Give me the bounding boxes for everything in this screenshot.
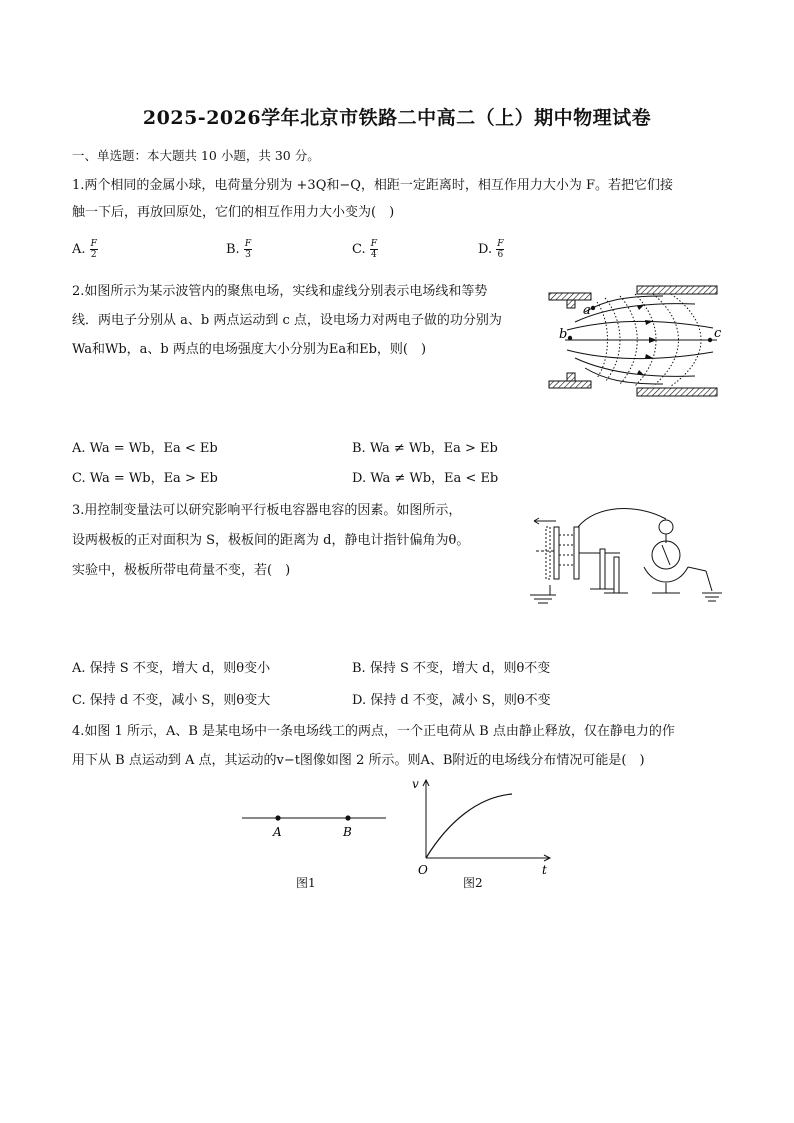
q1-option-a-fraction: $\frac{F}{2}$ <box>90 239 97 260</box>
q1-option-d-letter: D. <box>478 242 493 257</box>
vt-curve <box>426 794 512 858</box>
q1-option-b-letter: B. <box>226 242 240 257</box>
label-a: a <box>583 303 591 318</box>
electrode-top-left <box>549 293 591 300</box>
label-b: b <box>559 327 568 342</box>
point-b <box>345 815 350 820</box>
question-1-line-1: 1.两个相同的金属小球，电荷量分别为 +3Q和−Q，相距一定距离时，相互作用力大小为 F。若把它们接 <box>72 178 674 193</box>
question-1 <box>72 172 722 226</box>
q1-option-c[interactable] <box>352 239 378 260</box>
q1-option-d-fraction: $\frac{F}{6}$ <box>497 239 504 260</box>
q2-option-b[interactable]: B. Wa ≠ Wb，Ea > Eb <box>352 441 498 456</box>
q2-option-d[interactable]: D. Wa ≠ Wb，Ea < Eb <box>352 471 499 486</box>
q1-option-c-letter: C. <box>352 242 366 257</box>
question-3-line-1: 3.用控制变量法可以研究影响平行板电容器电容的因素。如图所示， <box>72 503 462 518</box>
q1-option-b[interactable] <box>226 239 252 260</box>
q2-option-c[interactable]: C. Wa = Wb，Ea > Eb <box>72 471 218 486</box>
q1-option-b-fraction: $\frac{F}{3}$ <box>244 239 252 260</box>
question-2-line-2: 线．两电子分别从 a、b 两点运动到 c 点，设电场力对两电子做的功分别为 <box>72 313 502 328</box>
capacitor-electrometer-figure <box>516 505 726 610</box>
label-t: t <box>542 863 547 877</box>
point-a <box>275 815 280 820</box>
focusing-field-figure <box>545 282 725 397</box>
question-2-line-1: 2.如图所示为某示波管内的聚焦电场，实线和虚线分别表示电场线和等势 <box>72 284 488 299</box>
figure-2-caption: 图2 <box>463 876 483 890</box>
electrode-bottom-left-lip <box>567 373 575 381</box>
question-1-line-2: 触一下后，再放回原处，它们的相互作用力大小变为( ) <box>72 205 395 220</box>
figure-2-vt-graph <box>408 772 558 880</box>
q3-option-b[interactable]: B. 保持 S 不变，增大 d，则θ不变 <box>352 661 551 676</box>
label-v: v <box>412 777 419 791</box>
q3-option-c[interactable]: C. 保持 d 不变，减小 S，则θ变大 <box>72 693 271 708</box>
question-3-line-2: 设两极板的正对面积为 S，极板间的距离为 d，静电计指针偏角为θ。 <box>72 533 470 548</box>
figure-1-caption: 图1 <box>296 876 316 890</box>
label-point-a: A <box>273 825 282 839</box>
question-2-line-3: Wa和Wb，a、b 两点的电场强度大小分别为Ea和Eb，则( ) <box>72 342 427 357</box>
label-origin: O <box>418 863 428 877</box>
q1-option-d[interactable] <box>478 239 504 260</box>
question-4-line-1: 4.如图 1 所示，A、B 是某电场中一条电场线工的两点，一个正电荷从 B 点由静止释放，仅在静电力的作 <box>72 724 675 739</box>
label-point-b: B <box>343 825 352 839</box>
section-heading: 一、单选题：本大题共 10 小题，共 30 分。 <box>72 148 320 163</box>
q2-option-a[interactable]: A. Wa = Wb，Ea < Eb <box>72 441 218 456</box>
q1-option-a-letter: A. <box>72 242 86 257</box>
question-4-line-2: 用下从 B 点运动到 A 点，其运动的v−t图像如图 2 所示。则A、B附近的电场线分布情况可能是( ) <box>72 753 645 768</box>
electrode-top-left-lip <box>567 300 575 308</box>
q1-option-a[interactable] <box>72 239 98 260</box>
label-c: c <box>714 326 722 341</box>
page-title: 2025-2026学年北京市铁路二中高二（上）期中物理试卷 <box>142 107 652 129</box>
q3-option-a[interactable]: A. 保持 S 不变，增大 d，则θ变小 <box>72 661 271 676</box>
question-3-line-3: 实验中，极板所带电荷量不变，若( ) <box>72 563 291 578</box>
q3-option-d[interactable]: D. 保持 d 不变，减小 S，则θ不变 <box>352 693 551 708</box>
figure-1-field-line <box>240 808 390 848</box>
q1-option-c-fraction: $\frac{F}{4}$ <box>370 239 378 260</box>
electrode-bottom-left <box>549 381 591 388</box>
question-4 <box>72 717 732 775</box>
electrode-bottom-right <box>637 388 717 396</box>
question-2 <box>72 277 532 364</box>
electrode-top-right <box>637 286 717 294</box>
question-3 <box>72 496 502 586</box>
